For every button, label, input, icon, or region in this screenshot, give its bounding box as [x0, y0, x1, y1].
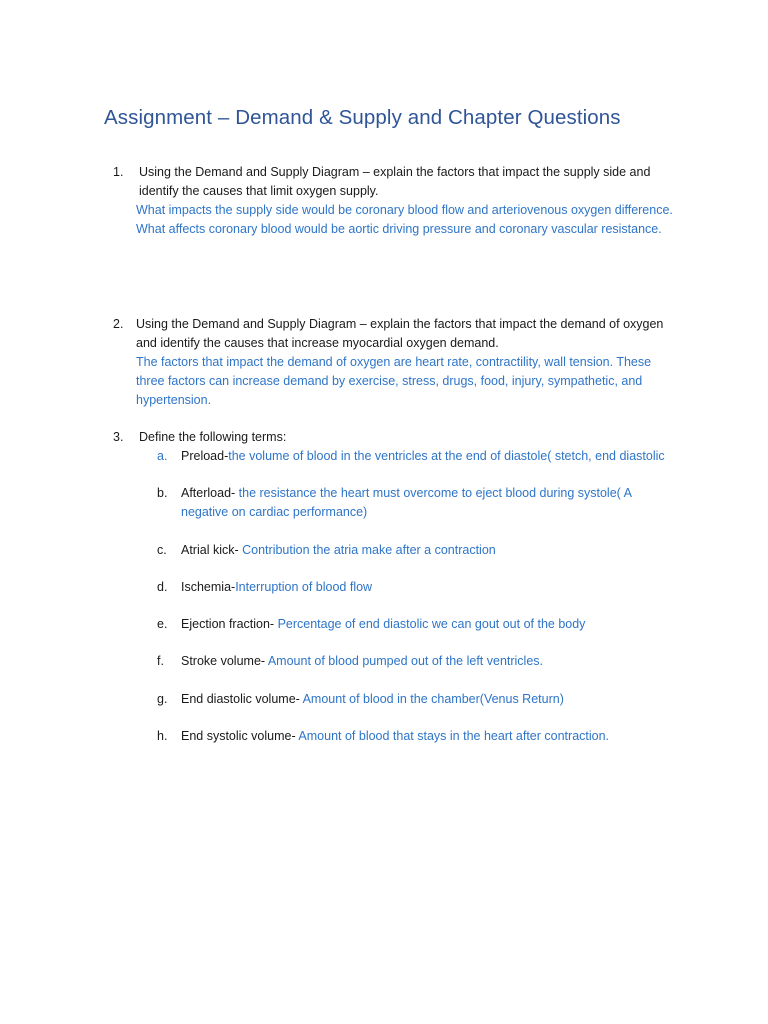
question-body: [136, 428, 683, 447]
list-item-term-g: [157, 690, 697, 709]
term-definition: the volume of blood in the ventricles at the end of diastole( stetch, end diastolic: [228, 449, 665, 463]
list-letter: h.: [157, 729, 168, 743]
term-name: Ischemia-: [181, 580, 236, 594]
list-letter: b.: [157, 486, 168, 500]
list-letter: d.: [157, 580, 168, 594]
page-title: Assignment – Demand & Supply and Chapter Questions: [104, 106, 621, 129]
term-name: Atrial kick-: [181, 543, 243, 557]
term-name: End systolic volume-: [181, 729, 299, 743]
term-definition: Percentage of end diastolic we can gout out of the body: [277, 617, 586, 631]
list-letter: e.: [157, 617, 168, 631]
term-name: Preload-: [181, 449, 229, 463]
term-definition: Amount of blood pumped out of the left ventricles.: [267, 654, 544, 668]
question-answer: What impacts the supply side would be coronary blood flow and arteriovenous oxygen difference. What affects coronary blood would be aortic driving pressure and coronary vascular resistance.: [136, 203, 673, 236]
question-body: [136, 163, 683, 239]
list-letter: c.: [157, 543, 167, 557]
question-number: 1.: [113, 165, 124, 179]
term-definition: Amount of blood in the chamber(Venus Return): [302, 692, 564, 706]
question-body: [136, 315, 683, 410]
question-number: 2.: [113, 317, 124, 331]
question-prompt: Using the Demand and Supply Diagram – explain the factors that impact the supply side and identify the causes that limit oxygen supply.: [139, 165, 651, 198]
term-name: End diastolic volume-: [181, 692, 303, 706]
list-item-term-b: [157, 484, 637, 522]
question-answer: The factors that impact the demand of oxygen are heart rate, contractility, wall tension. These three factors can increase demand by exercise, stress, drugs, food, injury, sympathetic, and hypertension.: [136, 355, 652, 407]
question-number: 3.: [113, 430, 124, 444]
list-item-term-h: [157, 727, 697, 746]
list-item-term-c: [157, 541, 697, 560]
question-2: [113, 315, 683, 410]
term-definition: the resistance the heart must overcome to eject blood during systole( A negative on cardiac performance): [181, 486, 632, 519]
list-item-term-a: [157, 447, 697, 466]
term-definition: Interruption of blood flow: [235, 580, 373, 594]
list-item-term-f: [157, 652, 697, 671]
list-letter: f.: [157, 654, 164, 668]
question-3: [113, 428, 683, 447]
list-letter: g.: [157, 692, 168, 706]
list-item-term-e: [157, 615, 697, 634]
term-name: Afterload-: [181, 486, 239, 500]
term-definition: Amount of blood that stays in the heart after contraction.: [298, 729, 610, 743]
question-1: [113, 163, 683, 239]
list-letter: a.: [157, 449, 168, 463]
list-item-term-d: [157, 578, 697, 597]
term-definition: Contribution the atria make after a contraction: [242, 543, 496, 557]
term-name: Stroke volume-: [181, 654, 268, 668]
question-prompt: Define the following terms:: [139, 430, 287, 444]
term-name: Ejection fraction-: [181, 617, 278, 631]
question-prompt: Using the Demand and Supply Diagram – explain the factors that impact the demand of oxygen and identify the causes that increase myocardial oxygen demand.: [136, 317, 664, 350]
